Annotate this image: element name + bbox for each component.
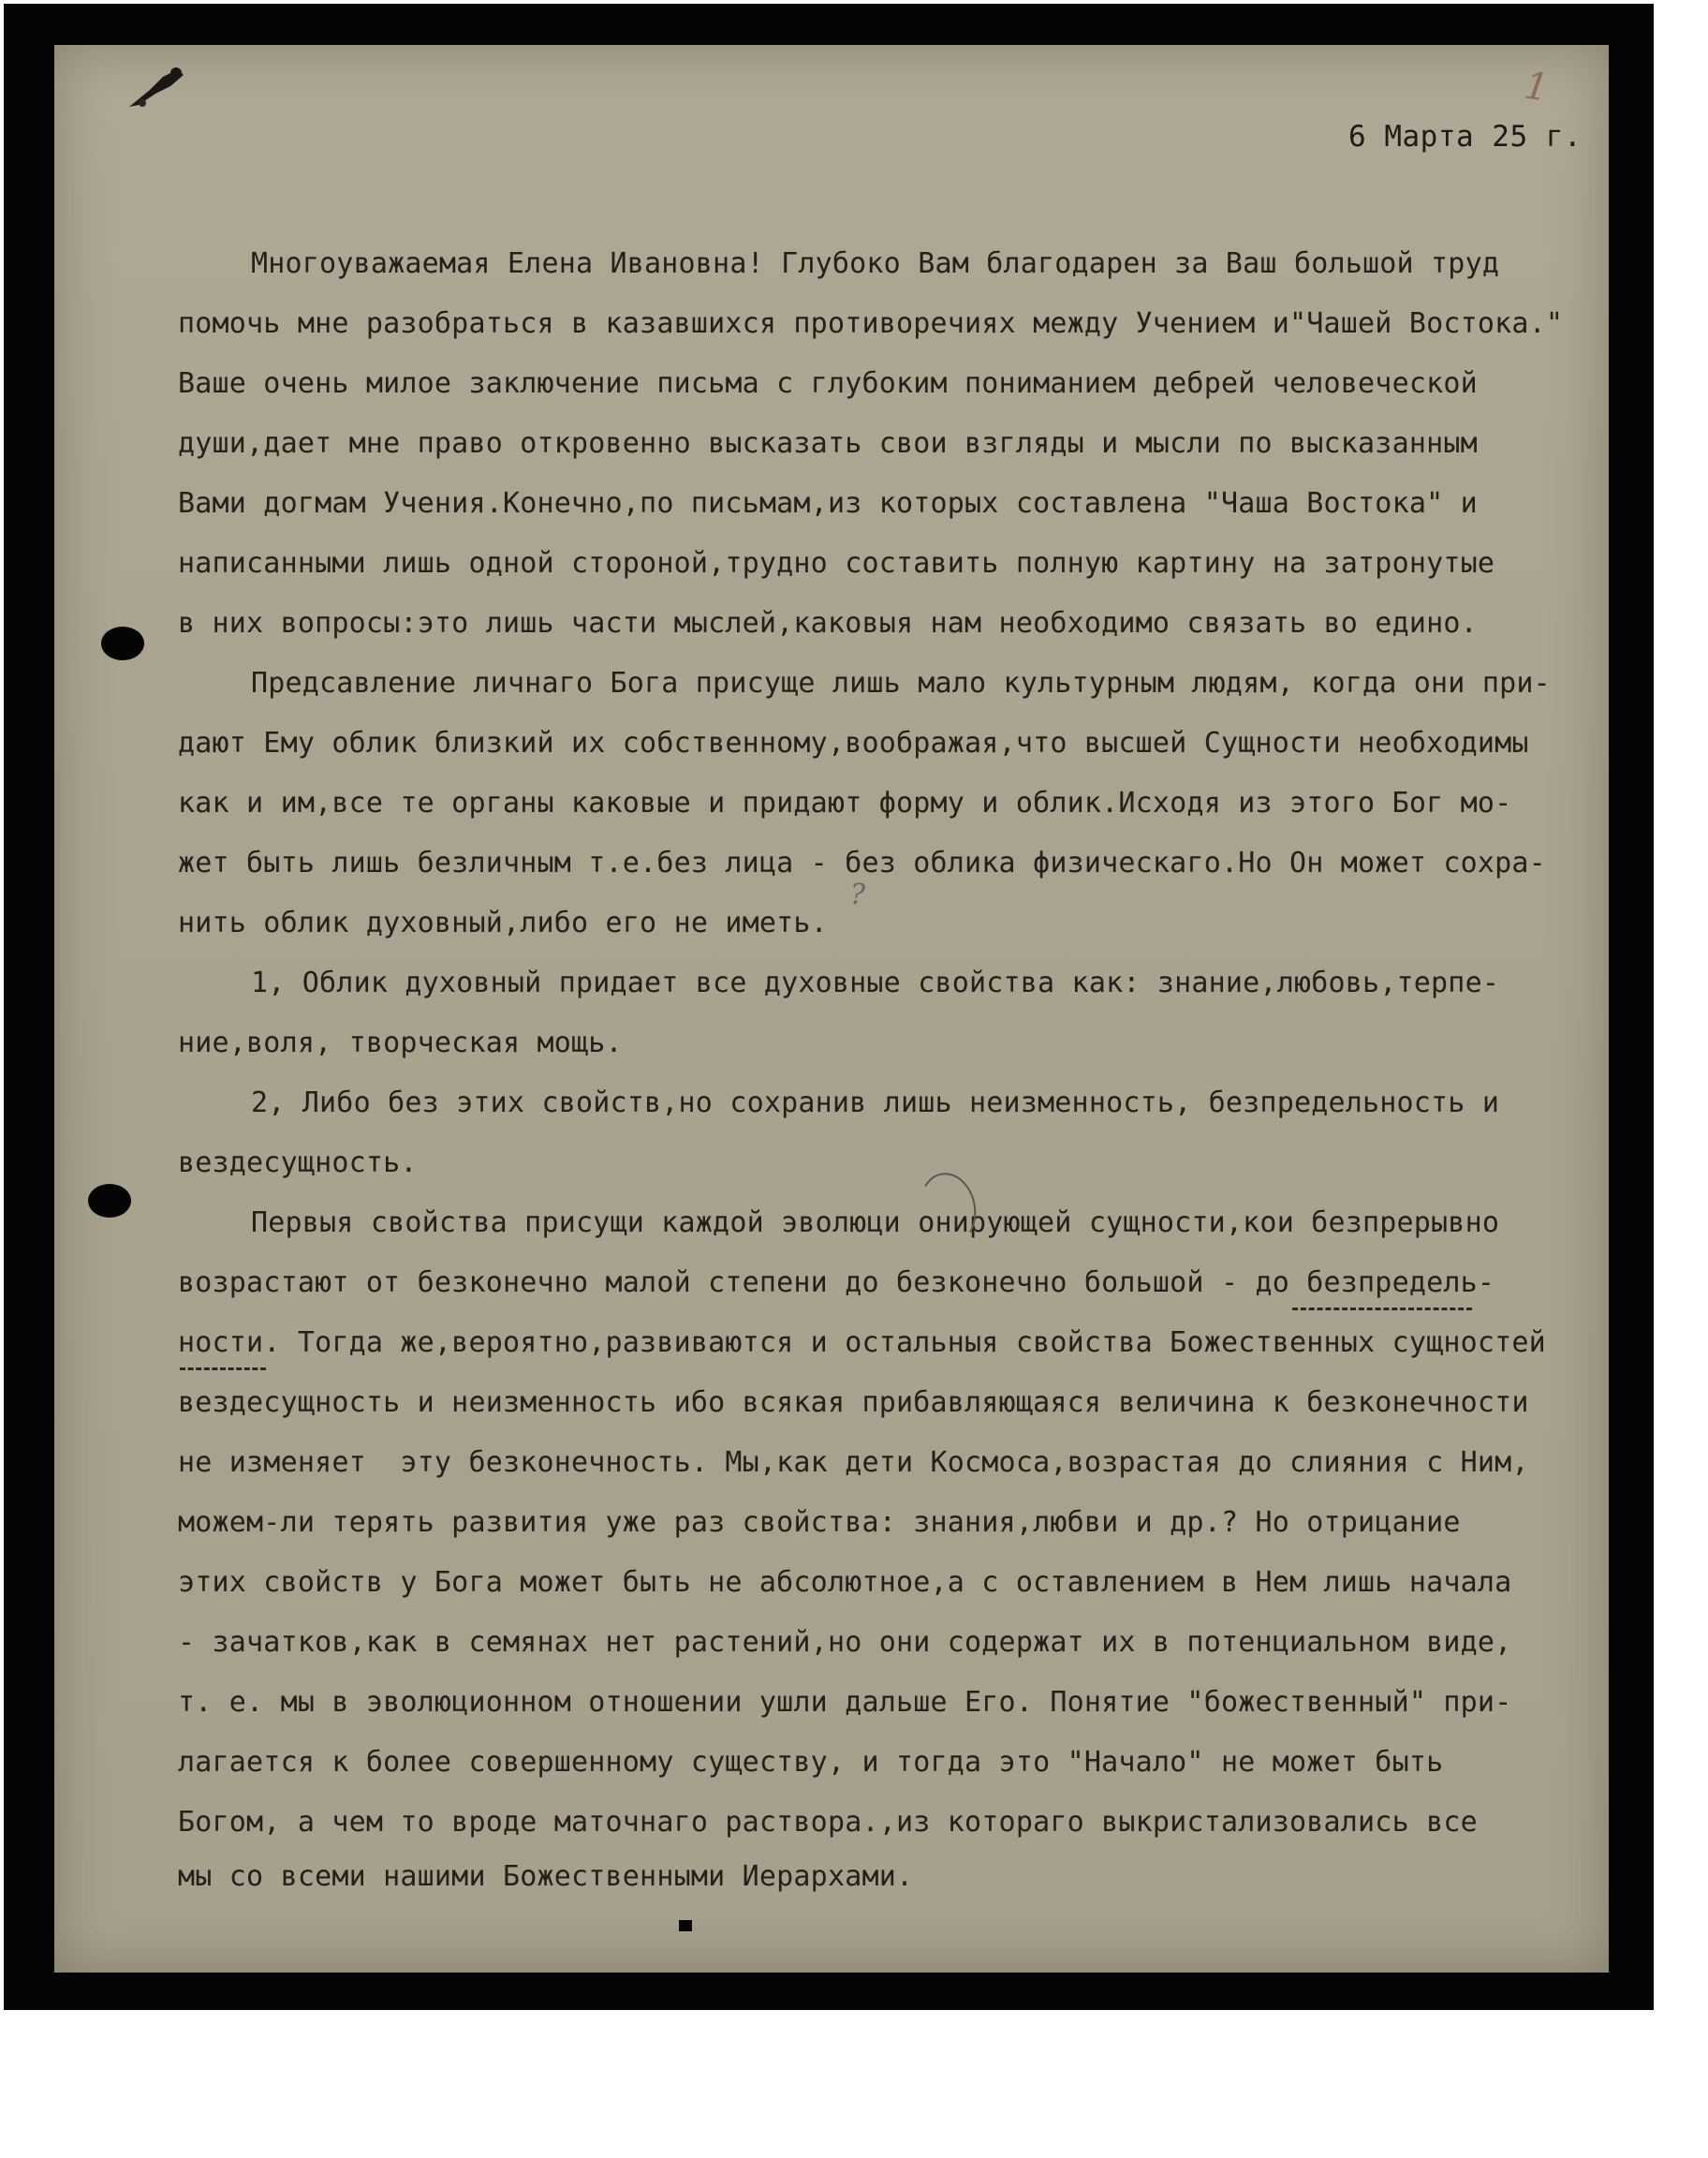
text-line: души,дает мне право откровенно высказать свои взгляды и мысли по высказанным: [178, 427, 1478, 460]
text-line: ности. Тогда же,вероятно,развиваются и остальныя свойства Божественных сущностей: [178, 1326, 1546, 1359]
text-line: этих свойств у Бога может быть не абсолютное,а с оставлением в Нем лишь начала: [178, 1566, 1512, 1599]
text-line: - зачатков,как в семянах нет растений,но они содержат их в потенциальном виде,: [178, 1626, 1512, 1659]
letter-date: 6 Марта 25 г.: [1348, 120, 1583, 154]
text-line: Богом, а чем то вроде маточнаго раствора.,из котораго выкристализовались все: [178, 1806, 1478, 1839]
underline-mark: [1292, 1308, 1472, 1310]
text-line: лагается к более совершенному существу, и тогда это "Начало" не может быть: [178, 1746, 1444, 1779]
text-line: как и им,все те органы каковые и придают форму и облик.Исходя из этого Бог мо-: [178, 787, 1512, 820]
punch-hole: [88, 1184, 131, 1218]
text-line: в них вопросы:это лишь части мыслей,каковыя нам необходимо связать во едино.: [178, 607, 1478, 640]
text-line: жет быть лишь безличным т.е.без лица - без облика физическаго.Но Он может сохра-: [178, 847, 1546, 879]
punch-hole: [101, 627, 144, 660]
page-number: 1: [1521, 64, 1552, 111]
text-line: Ваше очень милое заключение письма с глубоким пониманием дебрей человеческой: [178, 367, 1478, 400]
text-line: ние,воля, творческая мощь.: [178, 1027, 623, 1059]
text-line: помочь мне разобраться в казавшихся противоречиях между Учением и"Чашей Востока.": [178, 307, 1564, 340]
text-line: вездесущность.: [178, 1146, 418, 1179]
text-line: написанными лишь одной стороной,трудно составить полную картину на затронутые: [178, 547, 1495, 580]
text-line: нить облик духовный,либо его не иметь.: [178, 907, 828, 939]
text-line: т. е. мы в эволюционном отношении ушли дальше Его. Понятие "божественный" при-: [178, 1686, 1512, 1719]
text-line: мы со всеми нашими Божественными Иерархами.: [178, 1860, 914, 1893]
text-line: не изменяет эту безконечность. Мы,как дети Космоса,возрастая до слияния с Ним,: [178, 1446, 1529, 1479]
text-line: Многоуважаемая Елена Ивановна! Глубоко Вам благодарен за Ваш большой труд: [251, 247, 1500, 280]
text-line: дают Ему облик близкий их собственному,воображая,что высшей Сущности необходимы: [178, 727, 1529, 760]
text-line: Предсавление личнаго Бога присуще лишь мало культурным людям, когда они при-: [251, 667, 1551, 700]
text-line: 1, Облик духовный придает все духовные свойства как: знание,любовь,терпе-: [251, 967, 1500, 999]
text-line: Вами догмам Учения.Конечно,по письмам,из которых составлена "Чаша Востока" и: [178, 487, 1478, 520]
pencil-question-mark: ?: [850, 879, 866, 911]
text-line: возрастают от безконечно малой степени до безконечно большой - до безпредель-: [178, 1266, 1495, 1299]
text-line: можем-ли терять развития уже раз свойства: знания,любви и др.? Но отрицание: [178, 1506, 1461, 1539]
text-line: 2, Либо без этих свойств,но сохранив лишь неизменность, безпредельность и: [251, 1086, 1500, 1119]
ink-blot-icon: [122, 66, 191, 112]
text-line: Первыя свойства присущи каждой эволюци онирующей сущности,кои безпрерывно: [251, 1206, 1500, 1239]
text-line: вездесущность и неизменность ибо всякая прибавляющаяся величина к безконечности: [178, 1386, 1529, 1419]
underline-mark: [180, 1367, 266, 1370]
paper-notch: [679, 1920, 692, 1931]
